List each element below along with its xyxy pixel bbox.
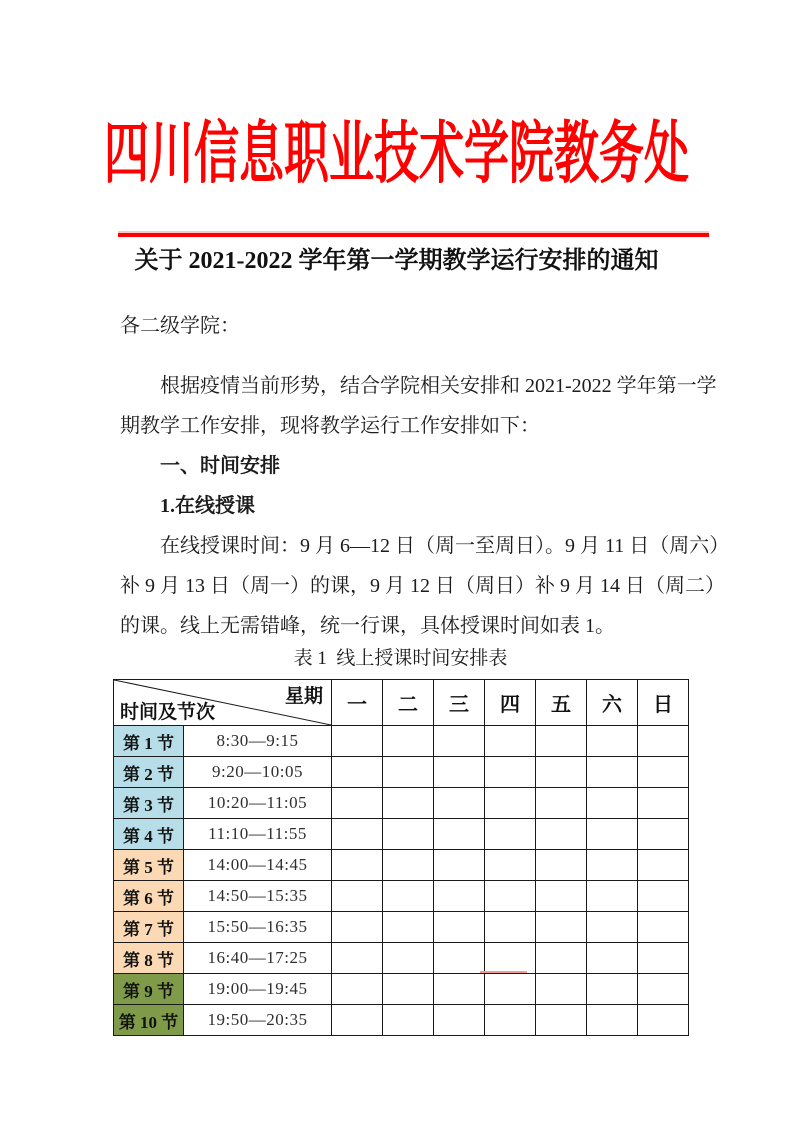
day-cell-empty bbox=[638, 850, 689, 881]
schedule-body bbox=[114, 726, 689, 1036]
day-cell-empty bbox=[332, 912, 383, 943]
period-cell: 第 3 节 bbox=[114, 788, 184, 819]
day-header-thu: 四 bbox=[485, 680, 536, 726]
table-row bbox=[114, 788, 689, 819]
day-cell-empty bbox=[536, 943, 587, 974]
day-cell-empty bbox=[434, 819, 485, 850]
day-cell-empty bbox=[383, 881, 434, 912]
day-cell-empty bbox=[638, 912, 689, 943]
table-row bbox=[114, 943, 689, 974]
table-caption: 表 1 线上授课时间安排表 bbox=[293, 648, 508, 669]
period-cell: 第 6 节 bbox=[114, 881, 184, 912]
day-cell-empty bbox=[638, 974, 689, 1005]
day-cell-empty bbox=[434, 726, 485, 757]
period-cell: 第 1 节 bbox=[114, 726, 184, 757]
paragraph-line: 补 9 月 13 日（周一）的课，9 月 12 日（周日）补 9 月 14 日（周二） bbox=[120, 575, 725, 597]
day-cell-empty bbox=[383, 974, 434, 1005]
day-header-sun: 日 bbox=[638, 680, 689, 726]
corner-label-time-period: 时间及节次 bbox=[120, 702, 216, 723]
day-header-wed: 三 bbox=[434, 680, 485, 726]
day-cell-empty bbox=[587, 757, 638, 788]
paragraph-line: 在线授课时间：9 月 6—12 日（周一至周日）。9 月 11 日（周六） bbox=[160, 535, 730, 557]
day-cell-empty bbox=[536, 974, 587, 1005]
day-cell-empty bbox=[434, 1005, 485, 1036]
time-cell: 16:40—17:25 bbox=[184, 943, 332, 974]
day-header-mon: 一 bbox=[332, 680, 383, 726]
time-cell: 8:30—9:15 bbox=[184, 726, 332, 757]
time-cell: 19:00—19:45 bbox=[184, 974, 332, 1005]
period-cell: 第 10 节 bbox=[114, 1005, 184, 1036]
day-cell-empty bbox=[383, 819, 434, 850]
day-header-tue: 二 bbox=[383, 680, 434, 726]
day-cell-empty bbox=[638, 757, 689, 788]
day-cell-empty bbox=[587, 1005, 638, 1036]
table-row bbox=[114, 912, 689, 943]
day-cell-empty bbox=[332, 881, 383, 912]
day-cell-empty bbox=[485, 788, 536, 819]
day-cell-empty bbox=[383, 912, 434, 943]
day-cell-empty bbox=[332, 757, 383, 788]
table-row bbox=[114, 757, 689, 788]
time-cell: 14:00—14:45 bbox=[184, 850, 332, 881]
day-cell-empty bbox=[383, 850, 434, 881]
day-cell-empty bbox=[434, 912, 485, 943]
day-cell-empty bbox=[485, 943, 536, 974]
day-cell-empty bbox=[536, 788, 587, 819]
table-row bbox=[114, 819, 689, 850]
day-cell-empty bbox=[638, 788, 689, 819]
day-cell-empty bbox=[434, 850, 485, 881]
letterhead-rule bbox=[118, 233, 709, 237]
day-cell-empty bbox=[485, 757, 536, 788]
day-cell-empty bbox=[434, 881, 485, 912]
day-cell-empty bbox=[536, 757, 587, 788]
table-row bbox=[114, 726, 689, 757]
day-cell-empty bbox=[332, 974, 383, 1005]
day-cell-empty bbox=[536, 819, 587, 850]
day-cell-empty bbox=[485, 881, 536, 912]
day-header-fri: 五 bbox=[536, 680, 587, 726]
day-cell-empty bbox=[638, 819, 689, 850]
body-text bbox=[120, 306, 730, 646]
salutation: 各二级学院： bbox=[120, 315, 240, 337]
table-row bbox=[114, 974, 689, 1005]
day-cell-empty bbox=[434, 974, 485, 1005]
day-cell-empty bbox=[587, 726, 638, 757]
day-cell-empty bbox=[332, 943, 383, 974]
day-cell-empty bbox=[536, 1005, 587, 1036]
day-cell-empty bbox=[434, 757, 485, 788]
day-cell-empty bbox=[434, 943, 485, 974]
day-cell-empty bbox=[485, 1005, 536, 1036]
day-cell-empty bbox=[536, 726, 587, 757]
day-cell-empty bbox=[587, 819, 638, 850]
day-cell-empty bbox=[638, 1005, 689, 1036]
day-cell-empty bbox=[332, 1005, 383, 1036]
period-cell: 第 8 节 bbox=[114, 943, 184, 974]
letterhead-title: 四川信息职业技术学院教务处 bbox=[103, 116, 689, 192]
day-cell-empty bbox=[383, 943, 434, 974]
period-cell: 第 2 节 bbox=[114, 757, 184, 788]
day-cell-empty bbox=[638, 881, 689, 912]
notice-title: 关于 2021-2022 学年第一学期教学运行安排的通知 bbox=[134, 248, 659, 274]
section-heading: 一、时间安排 bbox=[160, 455, 280, 477]
day-cell-empty bbox=[536, 881, 587, 912]
day-cell-empty bbox=[587, 881, 638, 912]
day-cell-empty bbox=[638, 726, 689, 757]
header-row bbox=[114, 680, 689, 726]
time-cell: 19:50—20:35 bbox=[184, 1005, 332, 1036]
stray-red-line bbox=[480, 971, 527, 973]
day-cell-empty bbox=[332, 850, 383, 881]
paragraph-line: 的课。线上无需错峰，统一行课，具体授课时间如表 1。 bbox=[120, 615, 615, 637]
period-cell: 第 5 节 bbox=[114, 850, 184, 881]
day-header-sat: 六 bbox=[587, 680, 638, 726]
time-cell: 10:20—11:05 bbox=[184, 788, 332, 819]
time-cell: 14:50—15:35 bbox=[184, 881, 332, 912]
corner-cell bbox=[114, 680, 332, 726]
paragraph-line: 根据疫情当前形势，结合学院相关安排和 2021-2022 学年第一学 bbox=[160, 375, 717, 397]
day-cell-empty bbox=[434, 788, 485, 819]
day-cell-empty bbox=[332, 819, 383, 850]
schedule-table bbox=[113, 679, 689, 1036]
day-cell-empty bbox=[383, 726, 434, 757]
day-cell-empty bbox=[536, 850, 587, 881]
table-row bbox=[114, 850, 689, 881]
letterhead bbox=[0, 116, 793, 192]
time-cell: 11:10—11:55 bbox=[184, 819, 332, 850]
day-cell-empty bbox=[587, 788, 638, 819]
day-cell-empty bbox=[383, 1005, 434, 1036]
day-cell-empty bbox=[485, 850, 536, 881]
time-cell: 9:20—10:05 bbox=[184, 757, 332, 788]
period-cell: 第 9 节 bbox=[114, 974, 184, 1005]
table-row bbox=[114, 1005, 689, 1036]
day-cell-empty bbox=[638, 943, 689, 974]
day-cell-empty bbox=[383, 788, 434, 819]
period-cell: 第 4 节 bbox=[114, 819, 184, 850]
day-cell-empty bbox=[485, 819, 536, 850]
day-cell-empty bbox=[485, 726, 536, 757]
day-cell-empty bbox=[587, 974, 638, 1005]
day-cell-empty bbox=[485, 974, 536, 1005]
time-cell: 15:50—16:35 bbox=[184, 912, 332, 943]
day-cell-empty bbox=[332, 726, 383, 757]
paragraph-line: 期教学工作安排，现将教学运行工作安排如下： bbox=[120, 415, 540, 437]
day-cell-empty bbox=[332, 788, 383, 819]
day-cell-empty bbox=[587, 943, 638, 974]
day-cell-empty bbox=[383, 757, 434, 788]
corner-label-week: 星期 bbox=[284, 686, 323, 707]
sub-heading: 1.在线授课 bbox=[160, 495, 255, 517]
period-cell: 第 7 节 bbox=[114, 912, 184, 943]
day-cell-empty bbox=[587, 912, 638, 943]
day-cell-empty bbox=[485, 912, 536, 943]
table-row bbox=[114, 881, 689, 912]
day-cell-empty bbox=[587, 850, 638, 881]
day-cell-empty bbox=[536, 912, 587, 943]
